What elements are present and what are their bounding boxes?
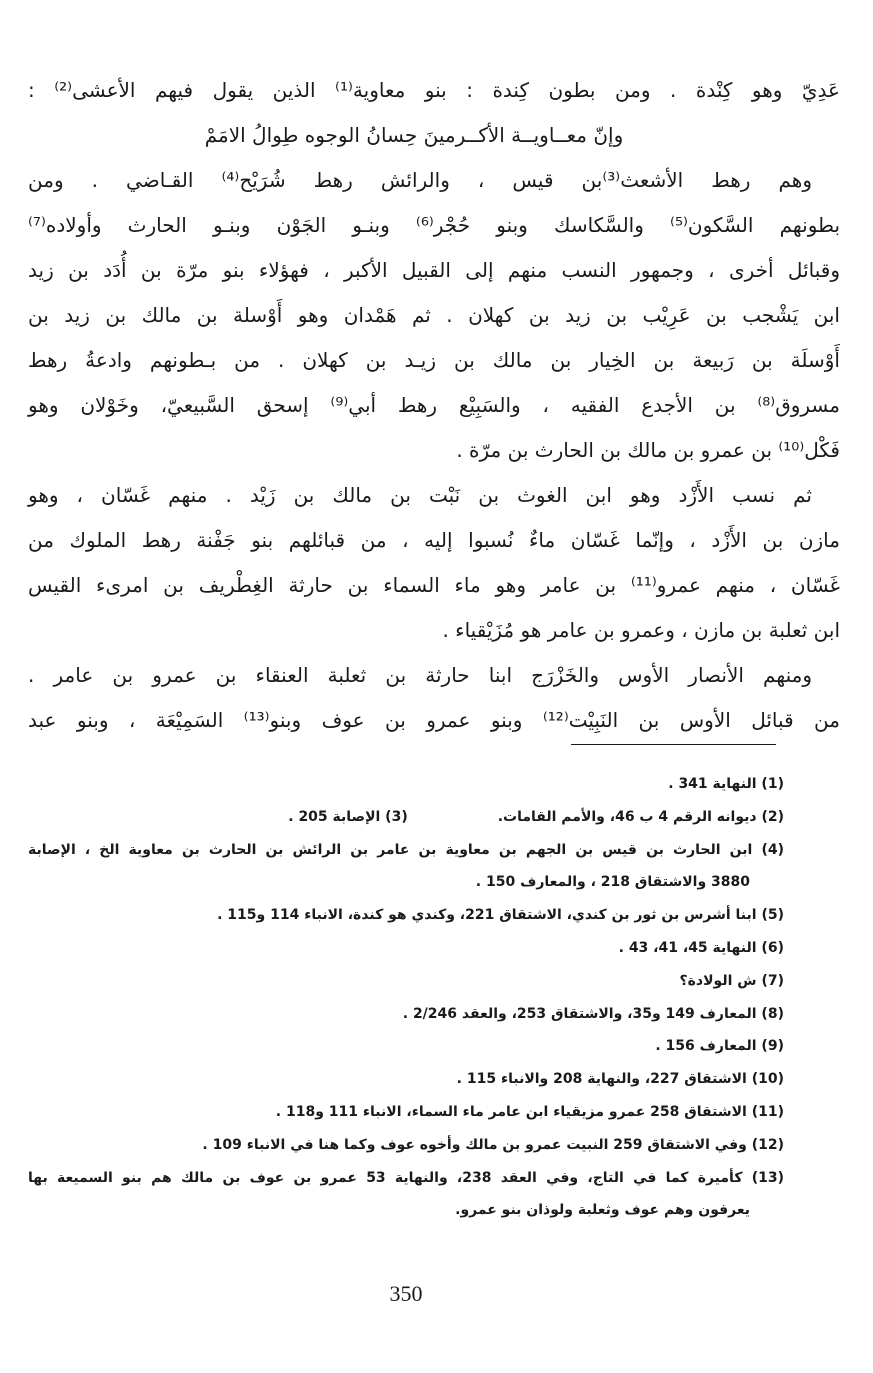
footnote: (6) النهاية 45، 41، 43 . [618,939,784,956]
footnotes [28,768,784,1227]
text-line: عَدِيّ وهو كِنْدة . ومن بطون كِندة : بنو معاوية⁽¹⁾ الذين يقول فيهم الأعشى⁽²⁾ : [28,78,840,102]
footnote: (9) المعارف 156 . [655,1038,784,1055]
text-line: مسروق⁽⁸⁾ بن الأجدع الفقيه ، والسَبِيْع رهط أبي⁽⁹⁾ إسحق السَّبيعيّ، وخَوْلان وهو [28,393,840,417]
text-line: وهم رهط الأشعث⁽³⁾بن قيس ، والرائش رهط شُرَيْح⁽⁴⁾ القـاضي . ومن [28,168,813,192]
text-line: غَسّان ، منهم عمرو⁽¹¹⁾ بن عامر وهو ماء السماء بن حارثة الغِطْريف بن امرىء القيس [28,573,840,597]
text-line: فَكْل⁽¹⁰⁾ بن عمرو بن مالك بن الحارث بن مرّة . [456,438,840,462]
footnote: (1) النهاية 341 . [668,776,784,792]
footnote-continuation: يعرفون وهم عوف وثعلبة ولوذان بنو عمرو. [455,1202,750,1219]
footnote: (4) ابن الحارث بن قيس بن الجهم بن معاوية بن عامر بن الرائش بن الحارث بن معاوية الخ ، الإصابة [28,841,784,858]
footnote: (8) المعارف 149 و35، والاشتقاق 253، والعقد 2/246 . [402,1005,784,1022]
footnote: (13) كأميرة كما في التاج، وفي العقد 238، والنهاية 53 عمرو بن عوف بن مالك هم بنو السميعة بها [28,1169,785,1186]
footnote-separator [571,744,776,745]
text-line: أَوْسلَة بن رَبيعة بن الخِيار بن مالك بن زيـد بن كهلان . من بـطونهم وادعةُ رهط [28,348,840,372]
footnote-pair [28,801,784,834]
footnote: (3) الإصابة 205 . [288,808,408,825]
text-line: مازن بن الأَزْد ، وإنّما غَسّان ماءٌ نُسبوا إليه ، من قبائلهم بنو جَفْنة رهط الملوك من [28,528,840,552]
footnote: (12) وفي الاشتقاق 259 النبيت عمرو بن مالك وأخوه عوف وكما هنا في الانباء 109 . [202,1136,784,1153]
text-line: وقبائل أخرى ، وجمهور النسب منهم إلى القبيل الأكبر ، فهؤلاء بنو مرّة بن أُدَد بن زيد [28,258,840,282]
footnote: (5) ابنا أشرس بن ثور بن كندي، الاشتقاق 221، وكندي هو كندة، الانباء 114 و115 . [217,907,784,924]
text-line: من قبائل الأوس بن النَبِيْت⁽¹²⁾ وبنو عمرو بن عوف وبنو⁽¹³⁾ السَمِيْعَة ، وبنو عبد [28,708,840,732]
footnote: (7) ش الولادة؟ [679,972,784,989]
page-number: 350 [389,1281,423,1306]
footnote: (11) الاشتقاق 258 عمرو مزيقياء ابن عامر ماء السماء، الانباء 111 و118 . [275,1103,784,1120]
main-text [28,68,840,743]
text-line: ابن ثعلبة بن مازن ، وعمرو بن عامر هو مُزَيْقياء . [442,618,840,642]
poetry-verse: وإنّ معــاويــة الأكــرمينَ حِسانُ الوجوه طِوالُ الامَمْ [204,123,624,147]
text-line: ثم نسب الأَزْد وهو ابن الغوث بن نَبْت بن مالك بن زَيْد . منهم غَسّان ، وهو [28,483,812,507]
footnote-continuation: 3880 والاشتقاق 218 ، والمعارف 150 . [475,874,750,891]
text-line: بطونهم السَّكون⁽⁵⁾ والسَّكاسك وبنو حُجْر⁽⁶⁾ وبنـو الجَوْن وبنـو الحارث وأولاده⁽⁷⁾ [28,213,841,237]
text-line: ومنهم الأنصار الأوس والخَزْرَج ابنا حارثة بن ثعلبة العنقاء بن عمرو بن عامر . [28,663,812,687]
text-line: ابن يَشْجب بن عَرِيْب بن زيد بن كهلان . ثم هَمْدان وهو أَوْسلة بن مالك بن زيد بن [28,303,840,327]
footnote: (2) ديوانه الرقم 4 ب 46، والأمم القامات. [497,808,784,825]
footnote: (10) الاشتقاق 227، والنهاية 208 والانباء 115 . [456,1071,784,1088]
